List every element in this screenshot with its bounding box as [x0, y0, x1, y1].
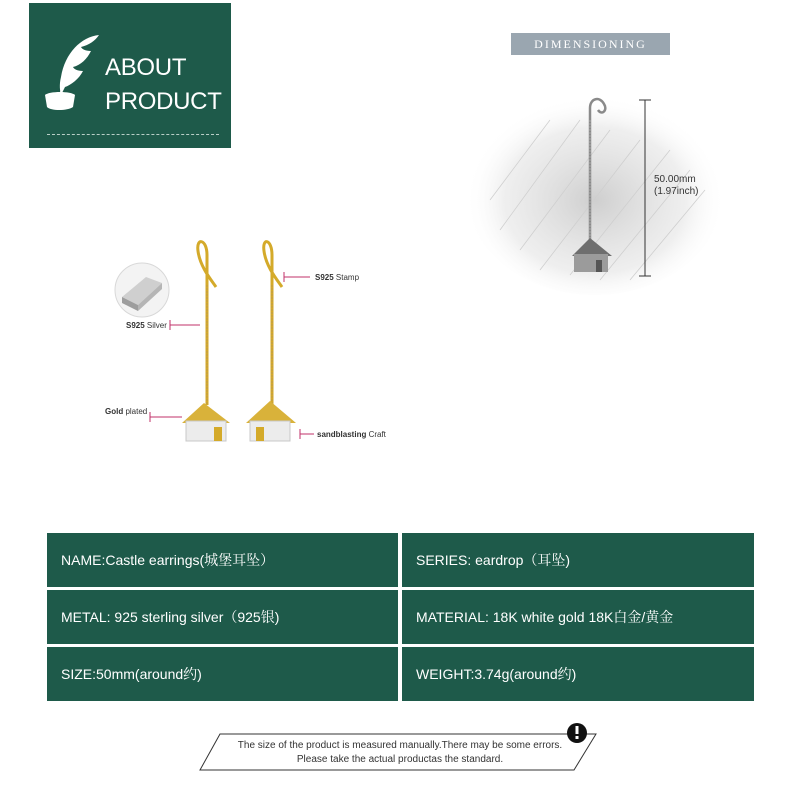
callout-gold-bold: Gold [105, 407, 124, 416]
length-mm: 50.00mm [654, 174, 696, 185]
right-earring [246, 242, 296, 441]
title-line-1: ABOUT [105, 54, 187, 81]
dashed-divider [47, 134, 219, 135]
callout-s925-stamp [315, 273, 359, 282]
callout-gold-text: plated [123, 407, 148, 416]
disclaimer-text [205, 739, 595, 767]
callout-craft-bold: sandblasting [317, 430, 367, 439]
spec-metal: METAL: 925 sterling silver（925银) [47, 590, 398, 644]
spec-size: SIZE:50mm(around约) [47, 647, 398, 701]
callout-silver-text: Silver [144, 321, 167, 330]
dimension-readout [654, 174, 698, 198]
callout-sandblasting-craft [317, 430, 386, 439]
about-product-banner [29, 3, 231, 148]
callout-stamp-text: Stamp [333, 273, 360, 282]
disclaimer-line-1: The size of the product is measured manually.There may be some errors. [237, 740, 563, 751]
spec-material: MATERIAL: 18K white gold 18K白金/黄金 [402, 590, 754, 644]
dimensioning-tag: DIMENSIONING [511, 33, 670, 55]
quill-inkwell-icon [41, 31, 103, 113]
left-earring [182, 242, 230, 441]
earrings-illustration [100, 225, 400, 455]
spec-name: NAME:Castle earrings(城堡耳坠） [47, 533, 398, 587]
spec-series: SERIES: eardrop（耳坠) [402, 533, 754, 587]
callout-s925-silver [126, 321, 167, 330]
title-line-2: PRODUCT [105, 88, 222, 115]
about-product-title [105, 51, 222, 119]
callout-leaders [150, 272, 314, 439]
callout-craft-text: Craft [366, 430, 386, 439]
length-inch: (1.97inch) [654, 186, 699, 197]
callout-gold-plated [105, 407, 147, 416]
callout-stamp-bold: S925 [315, 273, 334, 282]
callout-silver-bold: S925 [126, 321, 145, 330]
silver-bar-thumbnail [115, 263, 169, 317]
disclaimer-line-2: Please take the actual productas the standard. [296, 754, 504, 765]
spec-weight: WEIGHT:3.74g(around约) [402, 647, 754, 701]
